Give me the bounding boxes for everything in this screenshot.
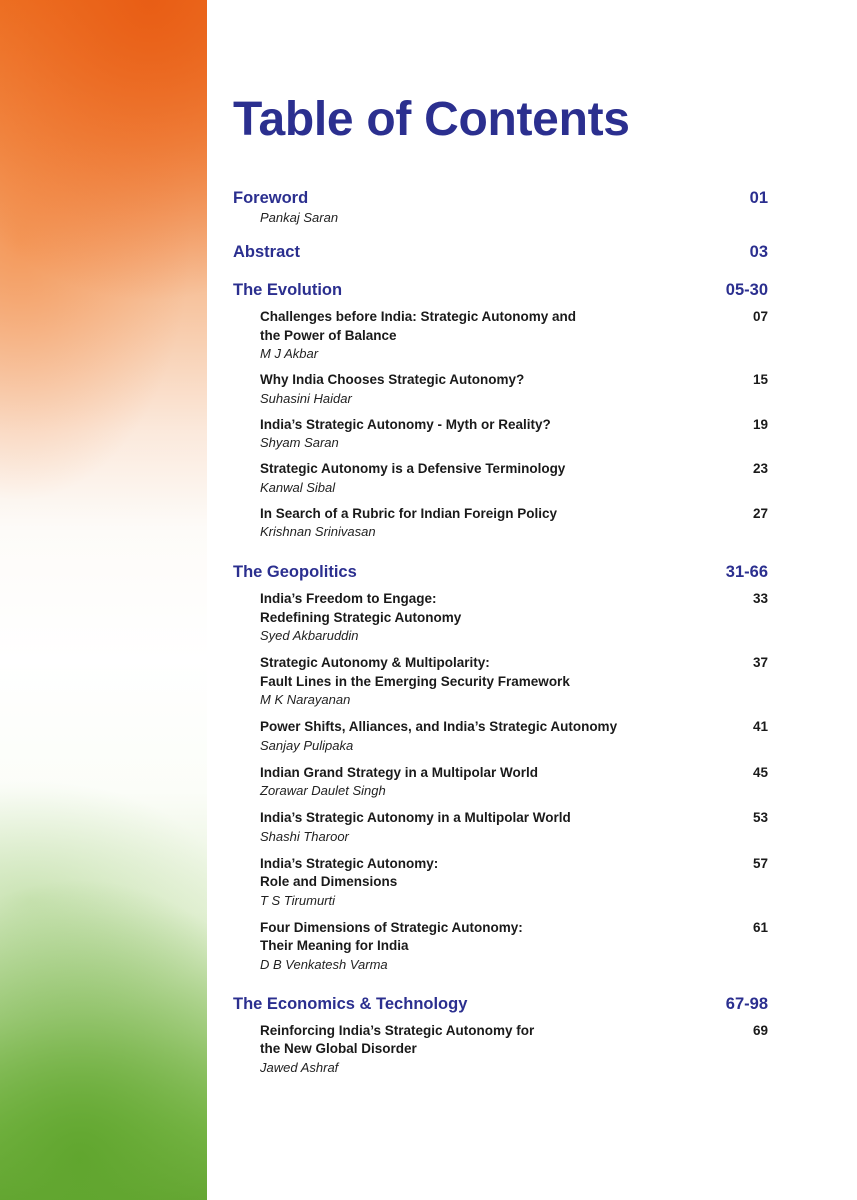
section-heading[interactable]	[233, 994, 768, 1015]
article-list	[233, 308, 768, 541]
article-page: 41	[752, 719, 768, 734]
section-heading[interactable]	[233, 188, 768, 209]
article-page: 53	[752, 810, 768, 825]
section-heading[interactable]	[233, 242, 768, 263]
article-entry[interactable]	[260, 308, 768, 363]
article-author: Shyam Saran	[260, 435, 339, 450]
article-page: 45	[752, 764, 768, 780]
article-author: Sanjay Pulipaka	[260, 737, 354, 753]
article-text	[260, 855, 680, 910]
article-text	[260, 371, 680, 408]
section-pages: 31-66	[725, 563, 768, 581]
section-pages: 05-30	[725, 281, 768, 299]
article-text	[260, 416, 680, 453]
section-pages: 01	[749, 189, 768, 207]
article-text	[260, 919, 680, 974]
article-page: 57	[752, 855, 768, 871]
article-author: Krishnan Srinivasan	[260, 524, 376, 539]
article-text	[260, 590, 680, 645]
section-heading[interactable]	[233, 280, 768, 301]
article-entry[interactable]	[260, 416, 768, 453]
page-title: Table of Contents	[233, 93, 630, 146]
article-entry[interactable]	[260, 460, 768, 497]
article-page: 07	[752, 309, 768, 324]
article-entry[interactable]	[260, 1022, 768, 1077]
article-title[interactable]: Why India Chooses Strategic Autonomy?	[260, 372, 525, 387]
article-page: 33	[752, 591, 768, 606]
article-title[interactable]: Strategic Autonomy & Multipolarity:	[260, 655, 490, 670]
article-title[interactable]: Role and Dimensions	[260, 874, 398, 889]
article-page: 15	[752, 372, 768, 387]
article-list	[233, 590, 768, 974]
tricolor-band	[0, 0, 207, 1200]
article-text	[260, 764, 680, 801]
toc-section	[233, 994, 768, 1077]
table-of-contents	[233, 170, 768, 1077]
article-title[interactable]: Strategic Autonomy is a Defensive Terminology	[260, 461, 566, 476]
article-entry[interactable]	[260, 855, 768, 910]
article-list	[233, 1022, 768, 1077]
article-title[interactable]: Four Dimensions of Strategic Autonomy:	[260, 919, 523, 935]
section-pages: 67-98	[725, 994, 768, 1013]
article-author: Syed Akbaruddin	[260, 628, 359, 643]
article-entry[interactable]	[260, 590, 768, 645]
section-title[interactable]: The Evolution	[233, 281, 343, 299]
toc-section	[233, 280, 768, 541]
article-title[interactable]: Redefining Strategic Autonomy	[260, 609, 462, 625]
article-text	[260, 1022, 680, 1077]
toc-section	[233, 242, 768, 263]
article-author: Zorawar Daulet Singh	[260, 783, 386, 798]
article-title[interactable]: Indian Grand Strategy in a Multipolar World	[260, 764, 539, 780]
article-title[interactable]: India’s Strategic Autonomy - Myth or Reality?	[260, 416, 551, 432]
article-author: D B Venkatesh Varma	[260, 956, 388, 972]
article-entry[interactable]	[260, 505, 768, 542]
article-entry[interactable]	[260, 654, 768, 709]
article-text	[260, 809, 680, 846]
section-pages: 03	[749, 243, 768, 261]
article-text	[260, 718, 680, 755]
article-author: T S Tirumurti	[260, 892, 335, 908]
article-entry[interactable]	[260, 718, 768, 755]
article-title[interactable]: Their Meaning for India	[260, 938, 409, 953]
section-title[interactable]: Abstract	[233, 243, 300, 261]
section-author: Pankaj Saran	[260, 210, 339, 225]
toc-section	[233, 562, 768, 974]
article-page: 61	[752, 919, 768, 935]
article-page: 27	[752, 505, 768, 521]
article-text	[260, 308, 680, 363]
article-author: M J Akbar	[260, 346, 319, 361]
article-title[interactable]: the New Global Disorder	[260, 1041, 417, 1056]
article-text	[260, 505, 680, 542]
article-title[interactable]: India’s Strategic Autonomy in a Multipolar World	[260, 810, 571, 825]
article-entry[interactable]	[260, 919, 768, 974]
article-page: 19	[752, 416, 768, 432]
article-title[interactable]: Fault Lines in the Emerging Security Framework	[260, 673, 570, 689]
article-entry[interactable]	[260, 371, 768, 408]
article-entry[interactable]	[260, 809, 768, 846]
article-page: 69	[752, 1022, 768, 1038]
article-title[interactable]: India’s Freedom to Engage:	[260, 591, 437, 606]
article-author: Shashi Tharoor	[260, 828, 349, 844]
article-author: Jawed Ashraf	[260, 1059, 339, 1075]
section-title[interactable]: The Economics & Technology	[233, 994, 468, 1013]
article-title[interactable]: Challenges before India: Strategic Autonomy and	[260, 309, 577, 324]
article-page: 23	[752, 461, 768, 476]
article-title[interactable]: Reinforcing India’s Strategic Autonomy for	[260, 1022, 535, 1038]
section-title[interactable]: Foreword	[233, 189, 309, 207]
article-author: Kanwal Sibal	[260, 479, 336, 495]
article-title[interactable]: In Search of a Rubric for Indian Foreign Policy	[260, 505, 558, 521]
article-title[interactable]: the Power of Balance	[260, 327, 397, 343]
article-title[interactable]: Power Shifts, Alliances, and India’s Strategic Autonomy	[260, 719, 618, 734]
article-title[interactable]: India’s Strategic Autonomy:	[260, 855, 439, 871]
article-text	[260, 654, 680, 709]
article-author: M K Narayanan	[260, 692, 351, 707]
section-heading[interactable]	[233, 562, 768, 583]
section-title[interactable]: The Geopolitics	[233, 563, 357, 581]
article-text	[260, 460, 680, 497]
article-entry[interactable]	[260, 764, 768, 801]
toc-section	[233, 188, 768, 226]
article-page: 37	[752, 655, 768, 670]
article-author: Suhasini Haidar	[260, 390, 352, 406]
